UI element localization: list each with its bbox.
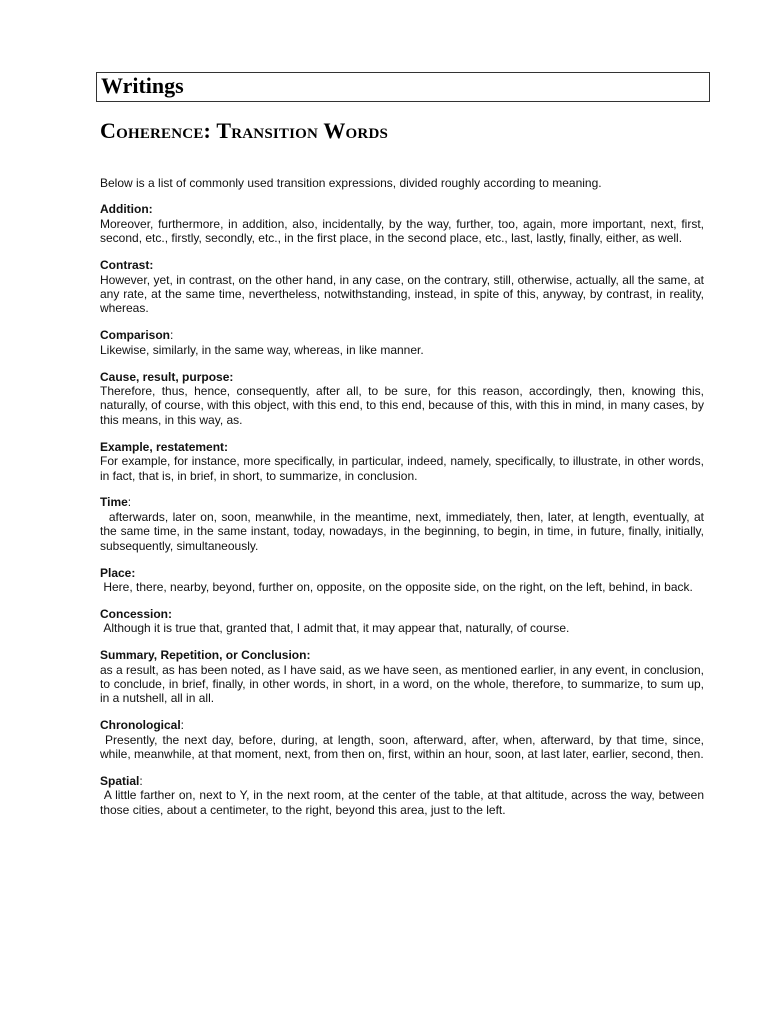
section-heading [100,566,704,580]
section-body: as a result, as has been noted, as I have said, as we have seen, as mentioned earlier, in any event, in conclusion, to conclude, in brief, finally, in other words, in short, in a word, on the whole, therefore, to summarize, to sum up, in a nutshell, all in all. [100,662,708,706]
section-heading-text: Place: [100,565,136,580]
section-heading [100,370,704,384]
section-heading-colon: : [127,495,132,510]
transition-section [100,258,708,316]
section-heading-colon: : [139,774,143,788]
section-heading-colon: : [180,718,185,733]
section-body: Likewise, similarly, in the same way, whereas, in like manner. [100,342,424,357]
section-heading [100,258,704,272]
document-title: Coherence: Transition Words [100,118,389,143]
section-heading-text: Contrast: [100,258,154,273]
sections-list [100,202,708,817]
section-body: Presently, the next day, before, during, at length, soon, afterward, after, when, afterward, by that time, since, while, meanwhile, at that moment, next, from then on, first, within an hour, soon, at last later, earlier, second, then. [100,732,708,762]
transition-section [100,202,708,246]
transition-section [100,328,704,357]
transition-section [100,369,708,428]
section-heading-text: Summary, Repetition, or Conclusion: [100,648,311,663]
transition-section [100,439,708,483]
section-heading [100,440,704,454]
section-heading [100,202,704,216]
section-heading-colon: : [170,328,174,343]
section-body: A little farther on, next to Y, in the next room, at the center of the table, at that altitude, across the way, between those cities, about a centimeter, to the right, beyond this area, just to the left. [100,788,708,817]
section-body: Although it is true that, granted that, I admit that, it may appear that, naturally, of course. [100,621,570,636]
section-body: Here, there, nearby, beyond, further on, opposite, on the opposite side, on the right, on the left, behind, in back. [100,579,693,594]
section-body: Moreover, furthermore, in addition, also, incidentally, by the way, further, too, again, more important, next, first, second, etc., firstly, secondly, etc., in the first place, in the second place, etc., last, lastly, finally, either, as well. [100,216,708,246]
section-heading [100,718,704,732]
section-heading-text: Chronological [100,718,181,733]
section-body: For example, for instance, more specifically, in particular, indeed, namely, specifically, to illustrate, in other words, in fact, that is, in brief, in short, to summarize, in conclusion. [100,454,708,483]
document-body [100,176,708,830]
section-heading [100,328,704,342]
section-heading [100,495,704,509]
section-heading [100,774,704,788]
transition-section [100,566,704,595]
section-heading-text: Example, restatement: [100,439,229,454]
section-heading-text: Addition: [100,202,153,217]
intro-text: Below is a list of commonly used transition expressions, divided roughly according to meaning. [100,176,602,190]
section-header-box [96,72,710,102]
section-heading-text: Spatial [100,774,140,788]
section-heading-text: Time [100,495,128,510]
section-heading-text: Concession: [100,606,173,621]
transition-section [100,718,708,762]
transition-section [100,607,704,636]
transition-section [100,774,708,817]
section-heading-text: Comparison [100,328,171,343]
header-title: Writings [101,73,184,98]
section-body: afterwards, later on, soon, meanwhile, in the meantime, next, immediately, then, later, at length, eventually, at the same time, in the same instant, today, nowadays, in the beginning, to begin, in time, in future, finally, initially, subsequently, simultaneously. [100,509,708,553]
section-heading-text: Cause, result, purpose: [100,369,234,384]
transition-section [100,648,708,706]
section-body: Therefore, thus, hence, consequently, after all, to be sure, for this reason, accordingly, then, knowing this, naturally, of course, with this object, with this end, to this end, because of this, with this in mind, in many cases, by this means, in this way, as. [100,383,708,427]
transition-section [100,495,708,553]
section-body: However, yet, in contrast, on the other hand, in any case, on the contrary, still, otherwise, actually, all the same, at any rate, at the same time, nevertheless, notwithstanding, instead, in spite of this, anyway, by contrast, in reality, whereas. [100,272,708,316]
section-heading [100,648,704,662]
section-heading [100,607,704,621]
